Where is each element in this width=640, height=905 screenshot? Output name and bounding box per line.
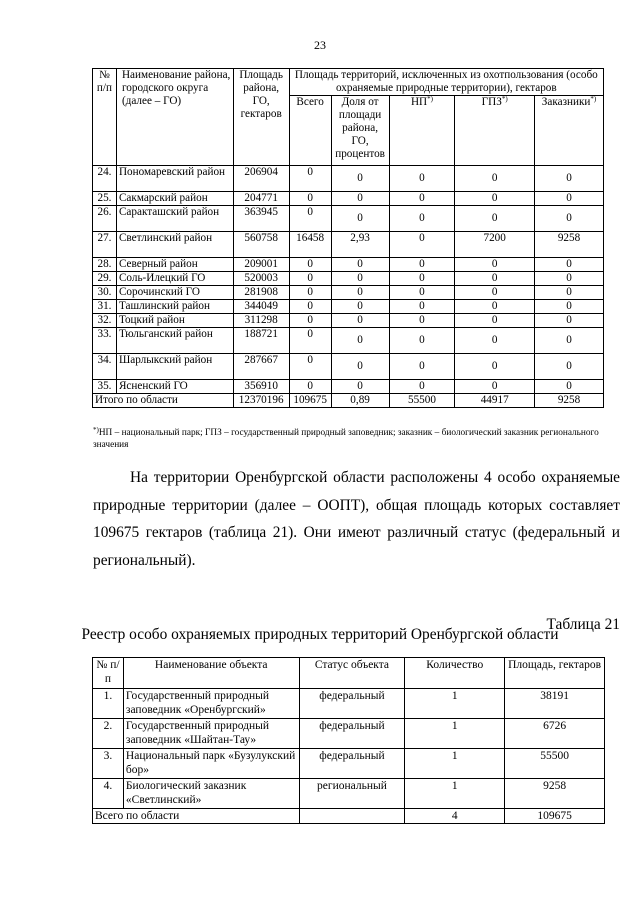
t2-header-name: Наименование объекта — [123, 658, 299, 689]
row-np: 0 — [389, 380, 455, 394]
t2-row-qty: 1 — [405, 719, 505, 749]
header-area: Площадь района, ГО, гектаров — [233, 69, 289, 166]
header-zak-mark: *) — [590, 95, 597, 103]
header-np-label: НП — [410, 96, 428, 108]
total-zak: 9258 — [535, 394, 604, 408]
t2-header-status: Статус объекта — [299, 658, 405, 689]
t2-row-qty: 1 — [405, 689, 505, 719]
t2-row-area: 6726 — [505, 719, 605, 749]
t2-row-num: 1. — [93, 689, 124, 719]
t2-header-qty: Количество — [405, 658, 505, 689]
row-num: 31. — [93, 300, 117, 314]
t2-row-status: федеральный — [299, 689, 405, 719]
page-number: 23 — [314, 38, 326, 52]
header-share: Доля от площади района, ГО, процентов — [331, 96, 389, 166]
row-area: 287667 — [233, 354, 289, 380]
row-total: 16458 — [289, 232, 331, 258]
body-paragraph: На территории Оренбургской области расположены 4 особо охраняемые природные территории (далее – ООПТ), общая площадь которых составляет 109675 гектаров (таблица 21). Они имеют различный статус (федеральный и региональный). — [93, 469, 620, 569]
row-gpz: 0 — [455, 272, 535, 286]
row-zak: 0 — [535, 314, 604, 328]
table-row — [93, 258, 604, 272]
row-area: 281908 — [233, 286, 289, 300]
t2-total-qty: 4 — [405, 809, 505, 824]
row-total: 0 — [289, 258, 331, 272]
table-row — [93, 272, 604, 286]
t2-row-num: 3. — [93, 749, 124, 779]
row-zak: 0 — [535, 354, 604, 380]
t2-row-num: 2. — [93, 719, 124, 749]
protected-areas-table — [92, 657, 605, 824]
total-area: 12370196 — [233, 394, 289, 408]
row-num: 25. — [93, 192, 117, 206]
total-np: 55500 — [389, 394, 455, 408]
row-area: 363945 — [233, 206, 289, 232]
row-zak: 0 — [535, 166, 604, 192]
row-name: Северный район — [116, 258, 233, 272]
row-name: Тюльганский район — [116, 328, 233, 354]
row-name: Соль-Илецкий ГО — [116, 272, 233, 286]
row-area: 356910 — [233, 380, 289, 394]
row-total: 0 — [289, 272, 331, 286]
row-total: 0 — [289, 380, 331, 394]
row-zak: 0 — [535, 192, 604, 206]
row-np: 0 — [389, 286, 455, 300]
row-zak: 9258 — [535, 232, 604, 258]
row-name: Саракташский район — [116, 206, 233, 232]
row-area: 311298 — [233, 314, 289, 328]
row-zak: 0 — [535, 380, 604, 394]
table-caption: Реестр особо охраняемых природных территорий Оренбургской области — [81, 626, 559, 643]
table-row — [93, 206, 604, 232]
row-total: 0 — [289, 354, 331, 380]
footnote — [93, 427, 613, 451]
row-area: 188721 — [233, 328, 289, 354]
header-excluded: Площадь территорий, исключенных из охотпользования (особо охраняемые природные территории), гектаров — [289, 69, 603, 96]
t2-row-name: Биологический заказник «Светлинский» — [123, 779, 299, 809]
row-np: 0 — [389, 328, 455, 354]
t2-row-status: региональный — [299, 779, 405, 809]
t2-total-label: Всего по области — [93, 809, 300, 824]
row-area: 344049 — [233, 300, 289, 314]
row-num: 28. — [93, 258, 117, 272]
header-total: Всего — [289, 96, 331, 166]
t2-row-name: Государственный природный заповедник «Оренбургский» — [123, 689, 299, 719]
row-zak: 0 — [535, 206, 604, 232]
table-row — [93, 232, 604, 258]
row-zak: 0 — [535, 328, 604, 354]
t2-row-name: Национальный парк «Бузулукский бор» — [123, 749, 299, 779]
t2-row — [93, 689, 605, 719]
t2-row-qty: 1 — [405, 749, 505, 779]
table-row — [93, 286, 604, 300]
row-num: 26. — [93, 206, 117, 232]
row-np: 0 — [389, 166, 455, 192]
row-share: 0 — [331, 286, 389, 300]
row-num: 27. — [93, 232, 117, 258]
row-area: 520003 — [233, 272, 289, 286]
row-np: 0 — [389, 192, 455, 206]
row-np: 0 — [389, 272, 455, 286]
row-share: 0 — [331, 206, 389, 232]
table-row — [93, 380, 604, 394]
header-gpz — [455, 96, 535, 166]
total-gpz: 44917 — [455, 394, 535, 408]
row-gpz: 0 — [455, 314, 535, 328]
table-row — [93, 192, 604, 206]
table-row — [93, 328, 604, 354]
row-total: 0 — [289, 286, 331, 300]
row-name: Тоцкий район — [116, 314, 233, 328]
table-row — [93, 354, 604, 380]
row-total: 0 — [289, 166, 331, 192]
row-total: 0 — [289, 206, 331, 232]
header-num: № п/п — [93, 69, 117, 166]
row-share: 0 — [331, 328, 389, 354]
row-gpz: 0 — [455, 286, 535, 300]
t2-row — [93, 779, 605, 809]
row-share: 0 — [331, 192, 389, 206]
row-share: 0 — [331, 272, 389, 286]
row-gpz: 7200 — [455, 232, 535, 258]
row-name: Сакмарский район — [116, 192, 233, 206]
t2-total-status — [299, 809, 405, 824]
header-np-mark: *) — [427, 95, 433, 103]
row-num: 30. — [93, 286, 117, 300]
t2-row-name: Государственный природный заповедник «Шайтан-Тау» — [123, 719, 299, 749]
t2-row — [93, 719, 605, 749]
total-share: 0,89 — [331, 394, 389, 408]
row-np: 0 — [389, 258, 455, 272]
row-total: 0 — [289, 314, 331, 328]
row-zak: 0 — [535, 300, 604, 314]
t2-row — [93, 749, 605, 779]
row-share: 2,93 — [331, 232, 389, 258]
row-np: 0 — [389, 206, 455, 232]
row-num: 32. — [93, 314, 117, 328]
row-share: 0 — [331, 258, 389, 272]
row-share: 0 — [331, 354, 389, 380]
row-total: 0 — [289, 328, 331, 354]
row-np: 0 — [389, 314, 455, 328]
row-gpz: 0 — [455, 380, 535, 394]
total-total: 109675 — [289, 394, 331, 408]
t2-row-area: 38191 — [505, 689, 605, 719]
row-share: 0 — [331, 380, 389, 394]
header-name: Наименование района, городского округа (далее – ГО) — [116, 69, 233, 166]
row-zak: 0 — [535, 272, 604, 286]
header-gpz-mark: *) — [501, 95, 508, 103]
row-num: 24. — [93, 166, 117, 192]
row-zak: 0 — [535, 258, 604, 272]
footnote-mark: *) — [93, 426, 99, 434]
table-row — [93, 166, 604, 192]
row-area: 206904 — [233, 166, 289, 192]
header-gpz-label: ГПЗ — [481, 96, 502, 108]
table-row — [93, 314, 604, 328]
row-gpz: 0 — [455, 192, 535, 206]
row-gpz: 0 — [455, 354, 535, 380]
row-name: Сорочинский ГО — [116, 286, 233, 300]
row-area: 560758 — [233, 232, 289, 258]
row-share: 0 — [331, 166, 389, 192]
row-gpz: 0 — [455, 206, 535, 232]
t2-total-area: 109675 — [505, 809, 605, 824]
row-gpz: 0 — [455, 166, 535, 192]
row-share: 0 — [331, 300, 389, 314]
row-num: 35. — [93, 380, 117, 394]
header-zak-label: Заказники — [541, 96, 591, 108]
t2-row-status: федеральный — [299, 719, 405, 749]
t2-header-area: Площадь, гектаров — [505, 658, 605, 689]
row-name: Светлинский район — [116, 232, 233, 258]
row-name: Ташлинский район — [116, 300, 233, 314]
footnote-text: НП – национальный парк; ГПЗ – государственный природный заповедник; заказник – биологический заказник регионального значения — [93, 428, 599, 450]
header-np — [389, 96, 455, 166]
row-gpz: 0 — [455, 258, 535, 272]
row-name: Ясненский ГО — [116, 380, 233, 394]
row-np: 0 — [389, 354, 455, 380]
row-total: 0 — [289, 300, 331, 314]
row-share: 0 — [331, 314, 389, 328]
t2-header-num: № п/п — [93, 658, 124, 689]
row-name: Шарлыкский район — [116, 354, 233, 380]
table-row — [93, 300, 604, 314]
table-label: Таблица 21 — [546, 616, 620, 633]
row-name: Пономаревский район — [116, 166, 233, 192]
row-np: 0 — [389, 232, 455, 258]
districts-hunting-table — [92, 68, 604, 408]
t2-row-status: федеральный — [299, 749, 405, 779]
row-num: 29. — [93, 272, 117, 286]
header-zak — [535, 96, 604, 166]
row-gpz: 0 — [455, 300, 535, 314]
total-row — [93, 394, 604, 408]
row-num: 34. — [93, 354, 117, 380]
row-zak: 0 — [535, 286, 604, 300]
t2-row-qty: 1 — [405, 779, 505, 809]
row-np: 0 — [389, 300, 455, 314]
t2-total-row — [93, 809, 605, 824]
row-area: 204771 — [233, 192, 289, 206]
row-total: 0 — [289, 192, 331, 206]
row-area: 209001 — [233, 258, 289, 272]
total-label: Итого по области — [93, 394, 234, 408]
t2-row-num: 4. — [93, 779, 124, 809]
t2-row-area: 9258 — [505, 779, 605, 809]
t2-row-area: 55500 — [505, 749, 605, 779]
row-gpz: 0 — [455, 328, 535, 354]
row-num: 33. — [93, 328, 117, 354]
